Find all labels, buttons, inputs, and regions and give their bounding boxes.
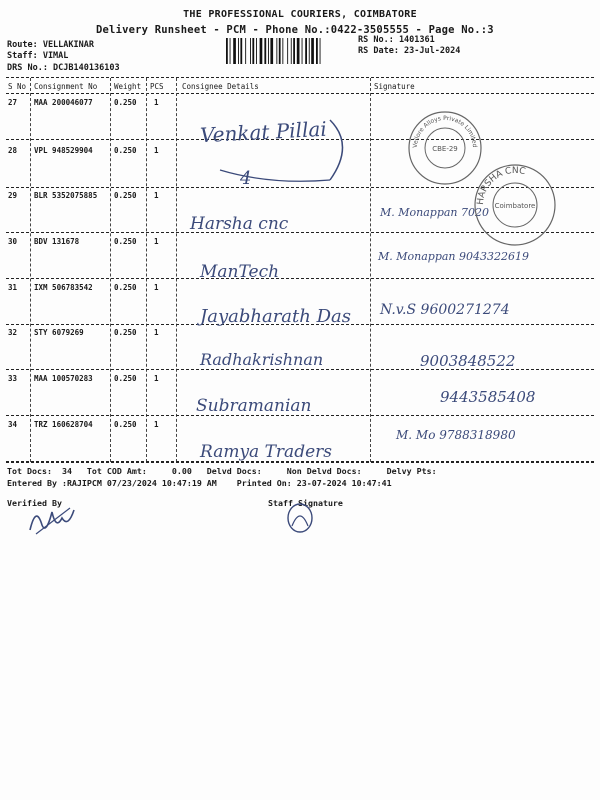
row-pcs: 1 [154,98,159,107]
row-consignment-no: MAA 200046077 [34,98,93,107]
row-weight: 0.250 [114,328,137,337]
barcode-bar [233,38,236,64]
drs-label: DRS No.: DCJB140136103 [7,63,120,73]
barcode-bar [309,38,310,64]
verifier-signature-scribble [22,500,82,540]
col-signature: Signature [374,82,415,91]
col-pcs: PCS [150,82,164,91]
handwritten-signature: M. Monappan 7020 [380,206,490,219]
row-weight: 0.250 [114,237,137,246]
row-pcs: 1 [154,374,159,383]
barcode-bar [302,38,303,64]
row-weight: 0.250 [114,420,137,429]
row-consignment-no: IXM 506783542 [34,283,93,292]
rs-number: RS No.: 1401361 [358,35,435,45]
staff-label: Staff: VIMAL [7,51,69,61]
barcode-bar [291,38,292,64]
barcode-bar [264,38,266,64]
summary-totals: Tot Docs: 34 Tot COD Amt: 0.00 Delvd Docs: Non Delvd Docs: Delvy Pts: [7,466,437,476]
handwritten-consignee: Subramanian [196,396,312,416]
row-sno: 27 [8,98,18,107]
row-consignment-no: STY 6079269 [34,328,84,337]
row-weight: 0.250 [114,146,137,155]
seal1-ring-text: Vellore Alloys Private Limited [411,114,479,149]
row-sno: 28 [8,146,18,155]
row-sno: 29 [8,191,18,200]
row-consignment-no: VPL 948529904 [34,146,93,155]
barcode-bar [293,38,295,64]
summary-divider [6,462,594,463]
staff-signature-scribble [282,500,322,536]
barcode-bar [260,38,263,64]
col-sno: S No [8,82,27,91]
handwritten-signature: 9443585408 [440,388,536,406]
barcode-bar [287,38,288,64]
handwritten-consignee: ManTech [200,262,280,282]
handwritten-consignee: Radhakrishnan [200,350,324,369]
barcode-bar [250,38,251,64]
header-divider-top [6,77,594,78]
handwritten-signature: 9003848522 [420,352,516,370]
barcode-bar [311,38,314,64]
col-sep [370,78,371,462]
row-pcs: 1 [154,328,159,337]
col-sep [30,78,31,462]
row-pcs: 1 [154,237,159,246]
barcode-bar [276,38,277,64]
row-pcs: 1 [154,146,159,155]
handwritten-consignee: Harsha cnc [190,214,289,234]
row-divider [6,278,594,279]
row-consignment-no: TRZ 160628704 [34,420,93,429]
verified-by-label: Verified By [7,498,62,508]
handwritten-signature: N.v.S 9600271274 [380,302,510,318]
barcode-bar [268,38,269,64]
handwritten-signature: M. Mo 9788318980 [396,428,516,442]
summary-entered: Entered By :RAJIPCM 07/23/2024 10:47:19 AM Printed On: 23-07-2024 10:47:41 [7,478,392,488]
col-weight: Weight [114,82,142,91]
row-sno: 31 [8,283,18,292]
row-sno: 30 [8,237,18,246]
col-sep [110,78,111,462]
svg-text:HARSHA CNC [476,166,526,205]
row-pcs: 1 [154,420,159,429]
barcode-bar [316,38,318,64]
barcode-bar [320,38,321,64]
seal2-ring-text: HARSHA CNC [475,165,527,206]
col-consignment: Consignment No [34,82,98,91]
barcode-bar [230,38,231,64]
row-sno: 34 [8,420,18,429]
handwritten-mark: 4 [240,168,252,189]
barcode-bar [279,38,281,64]
row-consignment-no: BDV 131678 [34,237,80,246]
row-weight: 0.250 [114,283,137,292]
handwritten-consignee: Jayabharath Das [200,306,351,327]
col-sep [146,78,147,462]
col-consignee: Consignee Details [182,82,259,91]
barcode-bar [256,38,257,64]
row-pcs: 1 [154,283,159,292]
row-pcs: 1 [154,191,159,200]
barcode-bar [270,38,273,64]
rs-date: RS Date: 23-Jul-2024 [358,46,461,56]
row-consignment-no: MAA 100570283 [34,374,93,383]
barcode-bar [245,38,246,64]
company-title: THE PROFESSIONAL COURIERS, COIMBATORE [183,9,417,20]
handwritten-consignee: Venkat Pillai [199,116,328,148]
runsheet-title: Delivery Runsheet - PCM - Phone No.:0422-3505555 - Page No.:3 [96,24,494,36]
handwritten-bracket [180,110,370,190]
barcode-bar [297,38,300,64]
row-weight: 0.250 [114,98,137,107]
handwritten-consignee: Ramya Traders [200,442,332,462]
handwritten-signature: M. Monappan 9043322619 [378,250,529,263]
barcode-bar [238,38,239,64]
row-consignment-no: BLR 5352075885 [34,191,98,200]
col-sep [176,78,177,462]
route-label: Route: VELLAKINAR [7,40,94,50]
barcode-bar [305,38,307,64]
row-weight: 0.250 [114,191,137,200]
barcode-bar [240,38,242,64]
barcode-bar [252,38,254,64]
row-weight: 0.250 [114,374,137,383]
harsha-seal-stamp [470,160,560,250]
staff-signature-label: Staff Signature [268,498,343,508]
row-sno: 33 [8,374,18,383]
seal1-center-text: CBE-29 [432,145,458,153]
barcode-image [226,38,354,64]
barcode-bar [282,38,283,64]
row-sno: 32 [8,328,18,337]
seal2-center-text: Coimbatore [494,202,536,210]
barcode-bar [226,38,228,64]
header-divider-bottom [6,93,594,94]
